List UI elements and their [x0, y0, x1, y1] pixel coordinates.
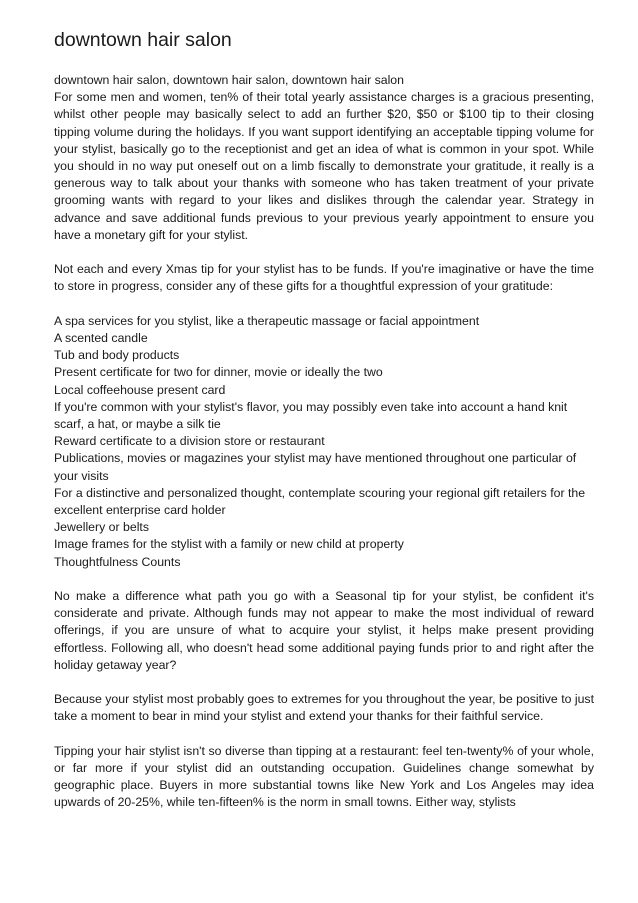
gift-list	[54, 313, 594, 571]
list-item: Thoughtfulness Counts	[54, 554, 181, 569]
intro-paragraph	[54, 72, 594, 244]
list-item: A spa services for you stylist, like a therapeutic massage or facial appointment	[54, 313, 480, 328]
list-item: A scented candle	[54, 331, 148, 346]
intro-body: For some men and women, ten% of their total yearly assistance charges is a gracious presenting, whilst other people may basically select to add an further $20, $50 or $100 tip to their closing tipping volume during the holidays. If you want support identifying an acceptable tipping volume for your stylist, basically go to the receptionist and get an idea of what is common in your spot. While you should in no way put oneself out on a limb fiscally to demonstrate your gratitude, it really is a generous way to talk about your thanks with someone who has taken treatment of your private grooming wants with regard to your likes and dislikes through the calendar year. Strategy in advance and save additional funds previous to your previous yearly appointment to ensure you have a monetary gift for your stylist.	[54, 90, 594, 242]
list-item: Reward certificate to a division store or restaurant	[54, 434, 325, 449]
thanks-paragraph: Because your stylist most probably goes to extremes for you throughout the year, be positive to just take a moment to bear in mind your stylist and extend your thanks for their faithful service.	[54, 692, 594, 724]
document-title: downtown hair salon	[54, 29, 232, 51]
list-item: Present certificate for two for dinner, movie or ideally the two	[54, 365, 383, 380]
list-item: Publications, movies or magazines your stylist may have mentioned throughout one particular of your visits	[54, 451, 577, 483]
list-item: Local coffeehouse present card	[54, 382, 226, 397]
list-item: Image frames for the stylist with a family or new child at property	[54, 537, 404, 552]
list-item: If you're common with your stylist's flavor, you may possibly even take into account a hand knit scarf, a hat, or maybe a silk tie	[54, 399, 568, 432]
considerate-paragraph: No make a difference what path you go with a Seasonal tip for your stylist, be confident it's considerate and private. Although funds may not appear to make the most individual of reward offerings, if you are unsure of what to acquire your stylist, it helps make present providing effortless. Following all, who doesn't head some additional paying funds prior to and right after the holiday getaway year?	[54, 589, 594, 672]
list-item: For a distinctive and personalized thought, contemplate scouring your regional gift retailers for the excellent enterprise card holder	[54, 485, 586, 518]
list-item: Jewellery or belts	[54, 520, 149, 535]
tipping-paragraph: Tipping your hair stylist isn't so diverse than tipping at a restaurant: feel ten-twenty% of your whole, or far more if your stylist did an outstanding occupation. Guidelines change somewhat by geographic place. Buyers in more substantial towns like New York and Los Angeles may idea upwards of 20-25%, while ten-fifteen% is the norm in small towns. Either way, stylists	[54, 743, 594, 810]
document-page	[54, 28, 594, 829]
gifts-intro-paragraph: Not each and every Xmas tip for your stylist has to be funds. If you're imaginative or have the time to store in progress, consider any of these gifts for a thoughtful expression of your gratitude:	[54, 262, 594, 294]
keywords-line: downtown hair salon, downtown hair salon, downtown hair salon	[54, 73, 404, 87]
list-item: Tub and body products	[54, 348, 180, 363]
